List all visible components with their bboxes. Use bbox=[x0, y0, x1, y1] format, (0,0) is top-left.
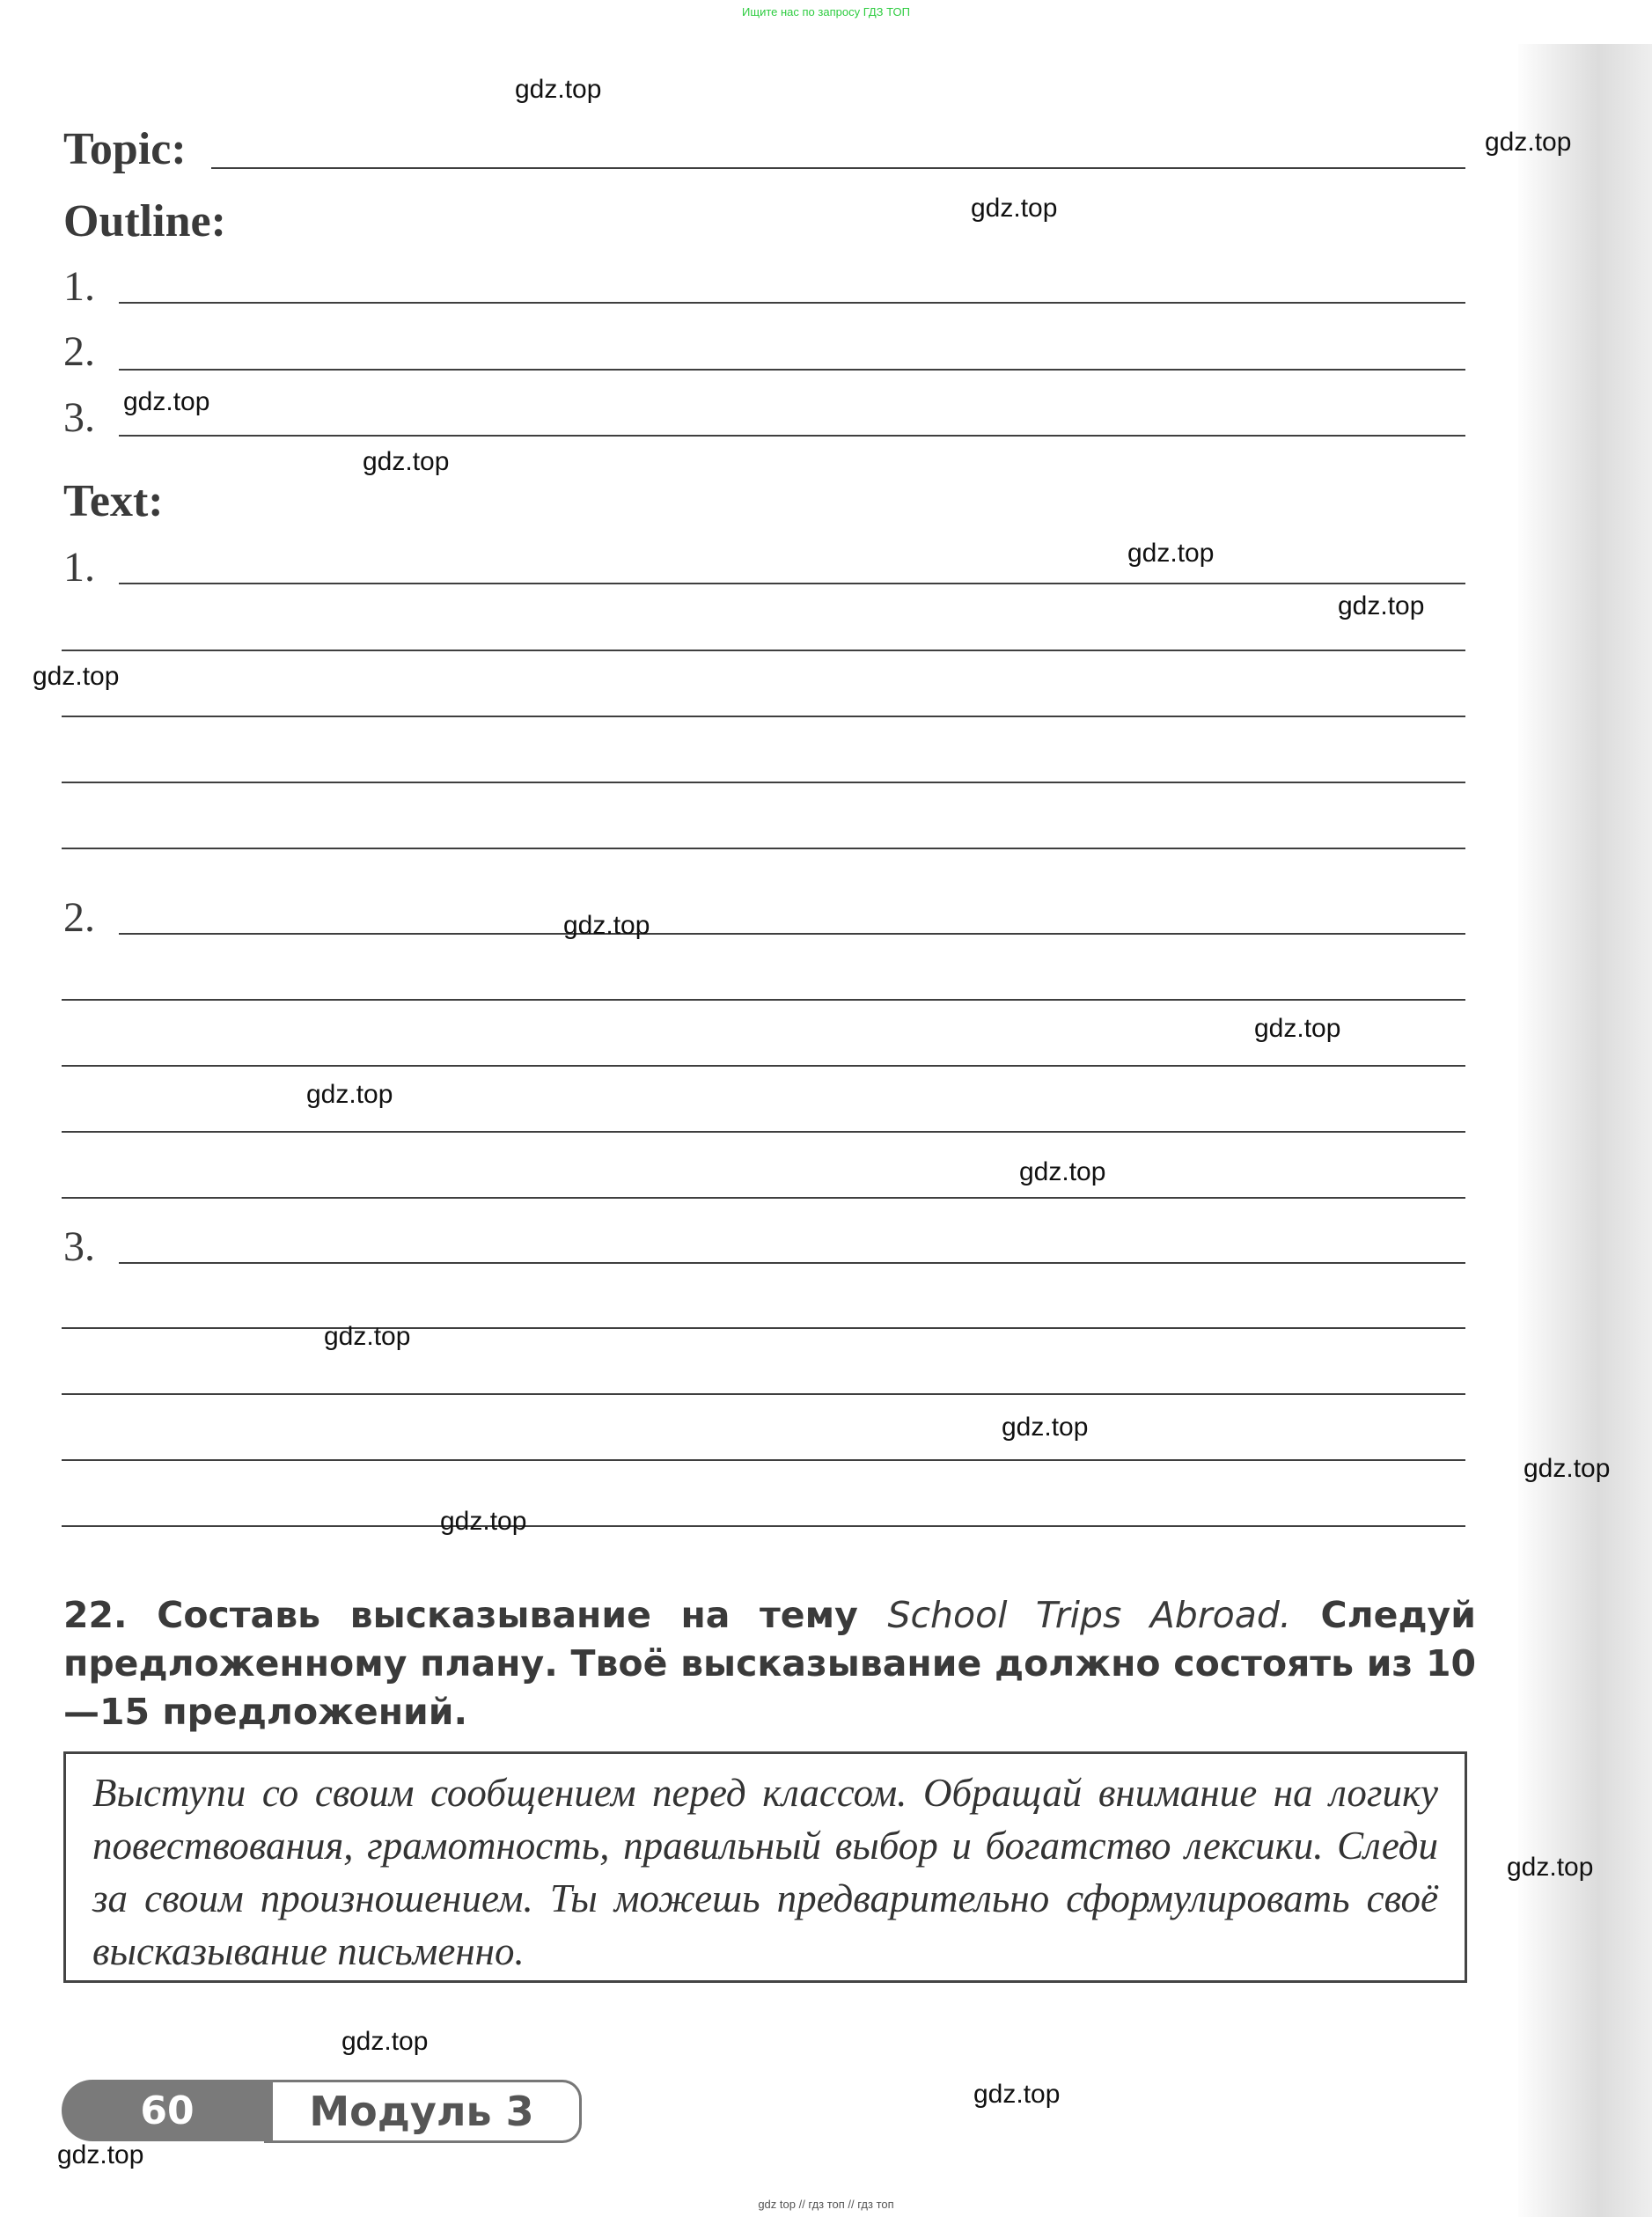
outline-number-2: 2. bbox=[63, 328, 95, 375]
outline-number-1: 1. bbox=[63, 263, 95, 310]
watermark: gdz.top bbox=[306, 1080, 393, 1109]
watermark: gdz.top bbox=[1254, 1014, 1341, 1043]
text-line[interactable] bbox=[62, 1065, 1465, 1067]
watermark: gdz.top bbox=[363, 447, 450, 476]
outline-line-2[interactable] bbox=[119, 369, 1465, 371]
text-line[interactable] bbox=[62, 1131, 1465, 1133]
watermark: gdz.top bbox=[1019, 1157, 1106, 1186]
outline-label: Outline: bbox=[63, 196, 226, 246]
watermark: gdz.top bbox=[324, 1322, 411, 1351]
task-topic: School Trips Abroad. bbox=[887, 1594, 1291, 1636]
outline-line-1[interactable] bbox=[119, 302, 1465, 304]
text-line[interactable] bbox=[62, 716, 1465, 717]
watermark: gdz.top bbox=[563, 911, 650, 940]
watermark: gdz.top bbox=[341, 2027, 429, 2056]
header-note: Ищите нас по запросу ГДЗ ТОП bbox=[742, 5, 910, 18]
text-line[interactable] bbox=[119, 1262, 1465, 1264]
watermark: gdz.top bbox=[33, 662, 120, 691]
page-number: 60 bbox=[62, 2080, 273, 2141]
watermark: gdz.top bbox=[440, 1507, 527, 1536]
topic-line[interactable] bbox=[211, 167, 1465, 169]
page-footer bbox=[62, 2080, 584, 2141]
watermark: gdz.top bbox=[1127, 539, 1215, 568]
text-number-1: 1. bbox=[63, 544, 95, 591]
instruction-text: Выступи со своим сообщением перед классом. Обращай внимание на логику повествования, грамотность, правильный выбор и богатство лексики. Следи за своим произношением. Ты можешь предварительно сформулировать своё высказывание письменно. bbox=[92, 1771, 1438, 1973]
task-lead: Составь высказывание на тему bbox=[157, 1594, 858, 1636]
watermark: gdz.top bbox=[1507, 1853, 1594, 1882]
text-line[interactable] bbox=[62, 782, 1465, 783]
watermark: gdz.top bbox=[123, 387, 210, 416]
task-number: 22. bbox=[63, 1594, 128, 1636]
text-number-2: 2. bbox=[63, 894, 95, 941]
footer-note: gdz top // гдз топ // гдз топ bbox=[758, 2198, 894, 2211]
text-line[interactable] bbox=[62, 1393, 1465, 1395]
module-label: Модуль 3 bbox=[309, 2088, 534, 2135]
instruction-box bbox=[63, 1751, 1467, 1983]
text-number-3: 3. bbox=[63, 1223, 95, 1270]
text-line[interactable] bbox=[62, 650, 1465, 651]
text-line[interactable] bbox=[119, 583, 1465, 584]
watermark: gdz.top bbox=[1002, 1413, 1089, 1442]
task-rest: Следуй предложенному плану. Твоё высказывание должно состоять из 10—15 предложений. bbox=[63, 1594, 1477, 1733]
topic-label: Topic: bbox=[63, 124, 187, 174]
watermark: gdz.top bbox=[1338, 591, 1425, 620]
outline-number-3: 3. bbox=[63, 394, 95, 441]
text-line[interactable] bbox=[62, 1327, 1465, 1329]
watermark: gdz.top bbox=[973, 2080, 1061, 2109]
watermark: gdz.top bbox=[1485, 128, 1572, 157]
watermark: gdz.top bbox=[57, 2140, 144, 2169]
text-line[interactable] bbox=[62, 848, 1465, 849]
watermark: gdz.top bbox=[971, 194, 1058, 223]
watermark: gdz.top bbox=[515, 75, 602, 104]
text-line[interactable] bbox=[62, 1459, 1465, 1461]
watermark: gdz.top bbox=[1524, 1454, 1611, 1483]
task-22 bbox=[63, 1591, 1476, 1736]
text-line[interactable] bbox=[62, 1197, 1465, 1199]
outline-line-3[interactable] bbox=[119, 435, 1465, 437]
text-line[interactable] bbox=[119, 933, 1465, 935]
text-line[interactable] bbox=[62, 1525, 1465, 1527]
module-tab bbox=[264, 2080, 582, 2143]
page-gutter-shadow bbox=[1518, 44, 1652, 2217]
text-label: Text: bbox=[63, 476, 164, 526]
text-line[interactable] bbox=[62, 999, 1465, 1001]
